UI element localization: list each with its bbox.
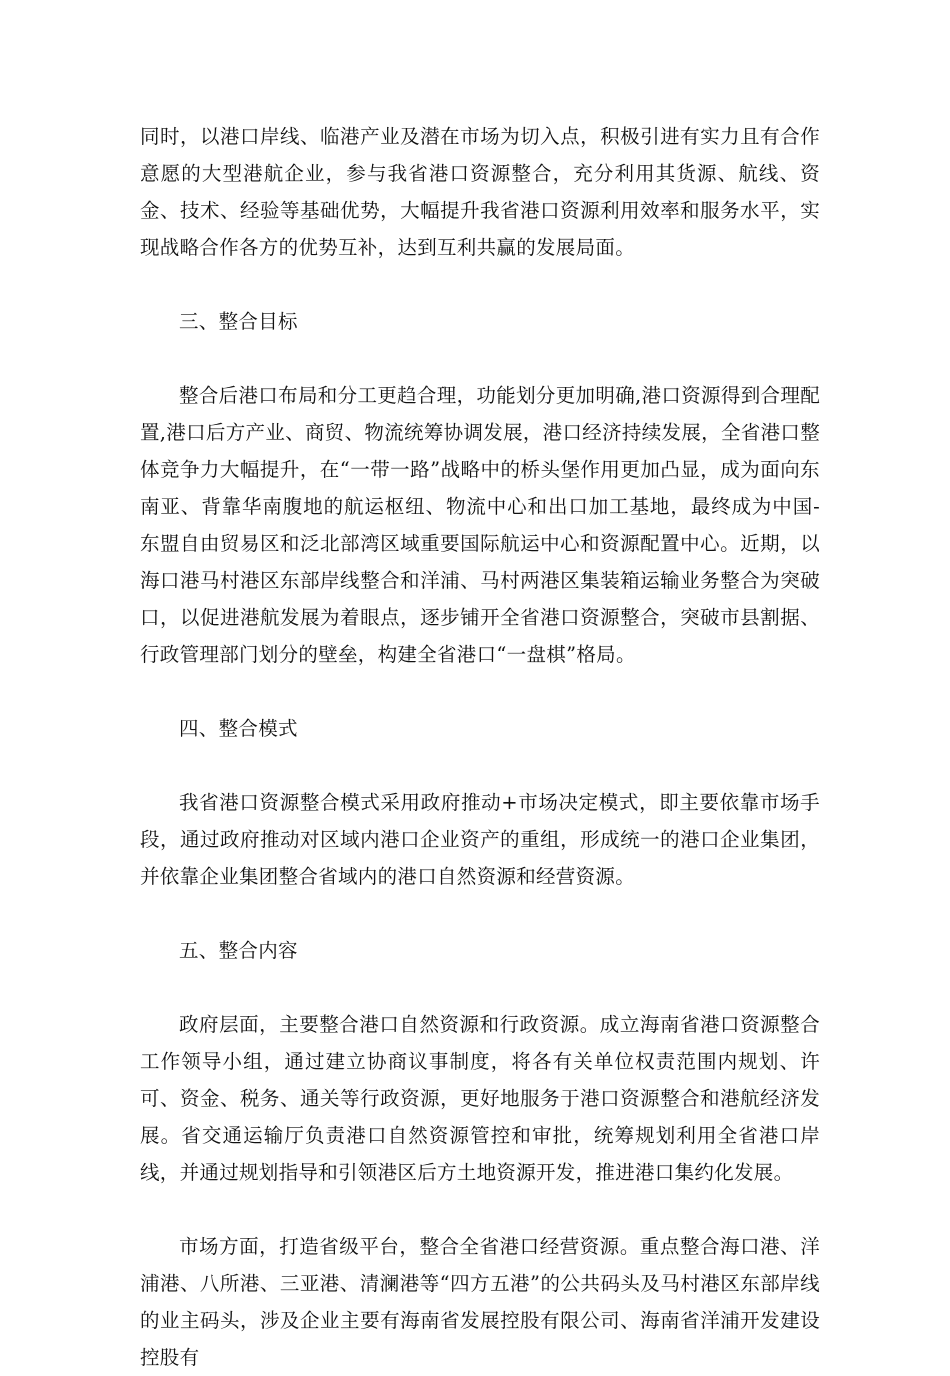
paragraph-gap [140,266,820,303]
section-heading-content: 五、整合内容 [179,939,298,962]
document-page [140,118,820,1376]
section-heading-goals: 三、整合目标 [179,310,298,333]
paragraph-gap [140,969,820,1006]
paragraph-government: 政府层面，主要整合港口自然资源和行政资源。成立海南省港口资源整合工作领导小组，通过建立协商议事制度，将各有关单位权责范围内规划、许可、资金、税务、通关等行政资源，更好地服务于港口资源整合和港航经济发展。省交通运输厅负责港口自然资源管控和审批，统筹规划利用全省港口岸线，并通过规划指导和引领港区后方土地资源开发，推进港口集约化发展。 [140,1013,820,1184]
paragraph-gap [140,747,820,784]
paragraph-mode: 我省港口资源整合模式采用政府推动+市场决定模式，即主要依靠市场手段，通过政府推动对区域内港口企业资产的重组，形成统一的港口企业集团，并依靠企业集团整合省域内的港口自然资源和经营资源。 [140,791,820,888]
paragraph-market: 市场方面，打造省级平台，整合全省港口经营资源。重点整合海口港、洋浦港、八所港、三亚港、清澜港等“四方五港”的公共码头及马村港区东部岸线的业主码头，涉及企业主要有海南省发展控股有限公司、海南省洋浦开发建设控股有 [140,1235,820,1369]
paragraph-gap [140,673,820,710]
paragraph-goals: 整合后港口布局和分工更趋合理，功能划分更加明确,港口资源得到合理配置,港口后方产业、商贸、物流统筹协调发展，港口经济持续发展，全省港口整体竞争力大幅提升，在“一带一路”战略中的桥头堡作用更加凸显，成为面向东南亚、背靠华南腹地的航运枢纽、物流中心和出口加工基地，最终成为中国-东盟自由贸易区和泛北部湾区域重要国际航运中心和资源配置中心。近期，以海口港马村港区东部岸线整合和洋浦、马村两港区集装箱运输业务整合为突破口，以促进港航发展为着眼点，逐步铺开全省港口资源整合，突破市县割据、行政管理部门划分的壁垒，构建全省港口“一盘棋”格局。 [140,384,820,666]
section-heading-mode: 四、整合模式 [179,717,298,740]
paragraph-gap [140,1191,820,1228]
paragraph-gap [140,895,820,932]
paragraph-gap [140,340,820,377]
paragraph-continued: 同时，以港口岸线、临港产业及潜在市场为切入点，积极引进有实力且有合作意愿的大型港航企业，参与我省港口资源整合，充分利用其货源、航线、资金、技术、经验等基础优势，大幅提升我省港口资源利用效率和服务水平，实现战略合作各方的优势互补，达到互利共赢的发展局面。 [140,125,820,259]
